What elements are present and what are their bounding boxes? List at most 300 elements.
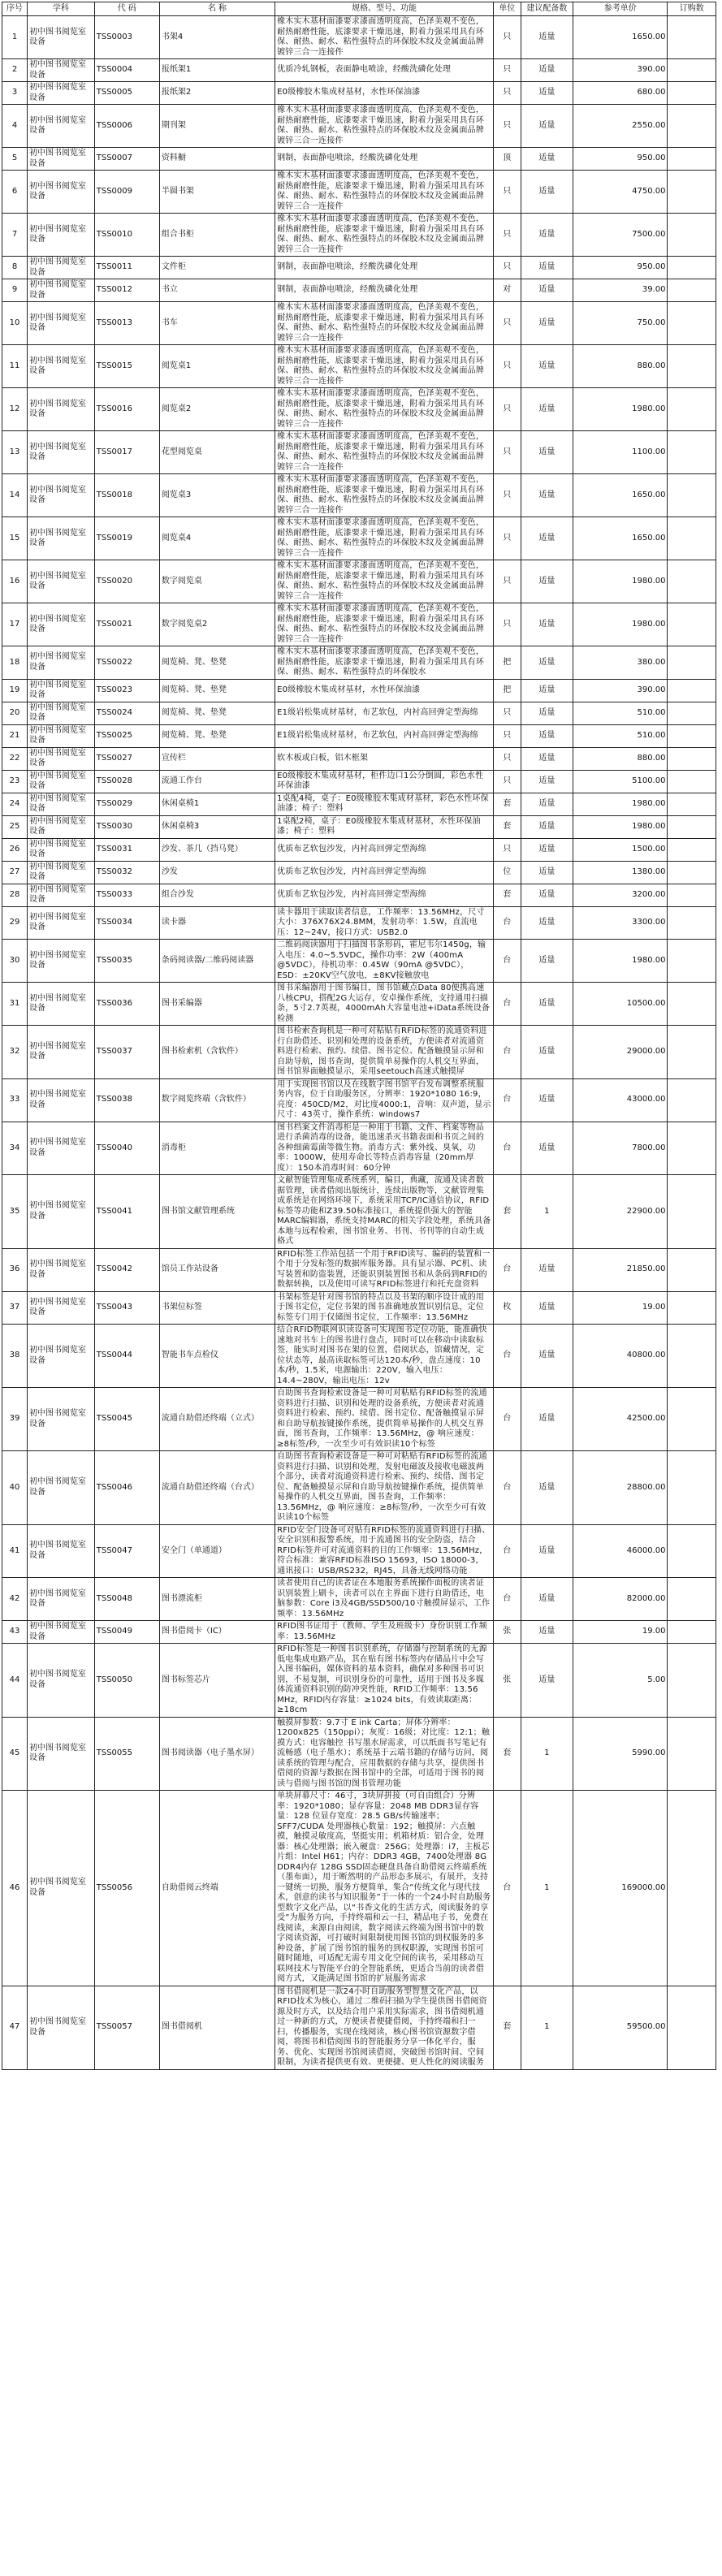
subject-cell: 初中图书阅览室设备: [28, 431, 95, 474]
unit-cell: 台: [493, 1325, 521, 1388]
unit-cell: 枚: [493, 1291, 521, 1325]
price-cell: 4750.00: [573, 171, 668, 214]
item-name-cell: 流通工作台: [159, 770, 275, 793]
price-cell: 5990.00: [573, 1717, 668, 1791]
spec-cell: 二维码阅读器用于扫描图书条形码，霍尼韦尔1450g，输入电压：4.0~5.5VDC，操作功率：2W（400mA @5VDC），待机功率：0.45W（90mA @5VDC），ESD：±20KV空气放电，±8KV接触放电: [275, 940, 494, 983]
table-row: [2, 388, 716, 431]
item-name-cell: 阅览桌4: [159, 517, 275, 560]
order-cell: [668, 906, 716, 940]
row-number: 30: [2, 940, 28, 983]
price-cell: 390.00: [573, 59, 668, 82]
quantity-cell: 适量: [521, 431, 573, 474]
spec-cell: 读卡器用于读取读者信息，工作频率：13.56MHz，尺寸大小：376X76X24.8MM，发射功率：1.5W，直流电压：12~24V，接口方式：USB2.0: [275, 906, 494, 940]
quantity-cell: 适量: [521, 388, 573, 431]
order-cell: [668, 770, 716, 793]
table-row: [2, 747, 716, 770]
item-name-cell: 智能书车点检仪: [159, 1325, 275, 1388]
order-cell: [668, 603, 716, 646]
code-cell: TSS0027: [94, 747, 159, 770]
code-cell: TSS0016: [94, 388, 159, 431]
order-cell: [668, 1325, 716, 1388]
table-row: [2, 1717, 716, 1791]
row-number: 22: [2, 747, 28, 770]
order-cell: [668, 82, 716, 105]
order-cell: [668, 105, 716, 148]
table-row: [2, 838, 716, 861]
row-number: 39: [2, 1388, 28, 1451]
subject-cell: 初中图书阅览室设备: [28, 770, 95, 793]
spec-cell: 优质冷轧钢板，表面静电喷涂，经酸洗磷化处理: [275, 59, 494, 82]
table-row: [2, 646, 716, 680]
price-cell: 39.00: [573, 279, 668, 302]
order-cell: [668, 983, 716, 1026]
quantity-cell: 适量: [521, 1122, 573, 1175]
spec-cell: 橡木实木基材面漆要求漆面透明度高，色泽美观不变色，耐热耐磨性能，底漆要求干燥迅速，附着力强采用具有环保、耐热、耐水、粘性强特点的环保胶木纹及金属面品牌镀锌三合一连接件: [275, 388, 494, 431]
header-subject: 学科: [28, 2, 95, 16]
row-number: 44: [2, 1644, 28, 1718]
row-number: 45: [2, 1717, 28, 1791]
quantity-cell: 1: [521, 1791, 573, 1986]
row-number: 5: [2, 148, 28, 171]
price-cell: 1980.00: [573, 815, 668, 838]
spec-cell: 图书检索查询机是一种可对粘贴有RFID标签的流通资料进行自助借还、识别和处理的设备系统，方便读者对流通资料进行检索、预约、续借、图书定位、配备触摸显示屏和自助导航，图书查询，提供简单易操作的人机交互界面，图书馆界面触摸显示，采用seetouch高速式触摸屏: [275, 1026, 494, 1079]
code-cell: TSS0056: [94, 1791, 159, 1986]
subject-cell: 初中图书阅览室设备: [28, 1026, 95, 1079]
order-cell: [668, 1791, 716, 1986]
spec-cell: 1桌配2椅，桌子：E0级橡胶木集成材基材，水性环保油漆；椅子：塑料: [275, 815, 494, 838]
subject-cell: 初中图书阅览室设备: [28, 793, 95, 815]
spec-cell: 软木板或白板，铝木框架: [275, 747, 494, 770]
item-name-cell: 休闲桌椅1: [159, 793, 275, 815]
order-cell: [668, 724, 716, 747]
unit-cell: 只: [493, 388, 521, 431]
quantity-cell: 适量: [521, 679, 573, 702]
code-cell: TSS0030: [94, 815, 159, 838]
subject-cell: 初中图书阅览室设备: [28, 171, 95, 214]
item-name-cell: 馆员工作站设备: [159, 1248, 275, 1291]
order-cell: [668, 257, 716, 279]
subject-cell: 初中图书阅览室设备: [28, 884, 95, 906]
subject-cell: 初中图书阅览室设备: [28, 1791, 95, 1986]
order-cell: [668, 1451, 716, 1525]
order-cell: [668, 474, 716, 517]
table-row: [2, 82, 716, 105]
quantity-cell: 适量: [521, 884, 573, 906]
item-name-cell: 图书阅读器（电子墨水屏）: [159, 1717, 275, 1791]
order-cell: [668, 1078, 716, 1122]
subject-cell: 初中图书阅览室设备: [28, 517, 95, 560]
order-cell: [668, 148, 716, 171]
unit-cell: 只: [493, 724, 521, 747]
spec-cell: 优质布艺软包沙发，内衬高回弹定型海绵: [275, 884, 494, 906]
unit-cell: 只: [493, 603, 521, 646]
row-number: 33: [2, 1078, 28, 1122]
item-name-cell: 花型阅览桌: [159, 431, 275, 474]
code-cell: TSS0055: [94, 1717, 159, 1791]
table-header: [2, 2, 716, 16]
unit-cell: 对: [493, 279, 521, 302]
unit-cell: 套: [493, 884, 521, 906]
item-name-cell: 阅览桌2: [159, 388, 275, 431]
code-cell: TSS0017: [94, 431, 159, 474]
table-row: [2, 1122, 716, 1175]
order-cell: [668, 560, 716, 603]
unit-cell: 只: [493, 16, 521, 59]
unit-cell: 台: [493, 906, 521, 940]
item-name-cell: 书架4: [159, 16, 275, 59]
order-cell: [668, 1621, 716, 1644]
item-name-cell: 流通自助借还终端（台式）: [159, 1451, 275, 1525]
unit-cell: 套: [493, 1175, 521, 1249]
spec-cell: 橡木实木基材面漆要求漆面透明度高，色泽美观不变色，耐热耐磨性能，底漆要求干燥迅速，附着力强采用具有环保、耐热、耐水、粘性强特点的环保胶水: [275, 646, 494, 680]
row-number: 36: [2, 1248, 28, 1291]
price-cell: 1650.00: [573, 16, 668, 59]
quantity-cell: 适量: [521, 105, 573, 148]
code-cell: TSS0010: [94, 214, 159, 257]
unit-cell: 只: [493, 517, 521, 560]
order-cell: [668, 1986, 716, 2069]
table-row: [2, 702, 716, 724]
table-row: [2, 940, 716, 983]
spec-cell: E0级橡胶木集成材基材，水性环保油漆: [275, 82, 494, 105]
item-name-cell: 自助借阅云终端: [159, 1791, 275, 1986]
price-cell: 42500.00: [573, 1388, 668, 1451]
unit-cell: 台: [493, 1026, 521, 1079]
price-cell: 380.00: [573, 646, 668, 680]
price-cell: 950.00: [573, 148, 668, 171]
row-number: 8: [2, 257, 28, 279]
order-cell: [668, 388, 716, 431]
subject-cell: 初中图书阅览室设备: [28, 1291, 95, 1325]
subject-cell: 初中图书阅览室设备: [28, 1078, 95, 1122]
quantity-cell: 适量: [521, 279, 573, 302]
unit-cell: 台: [493, 1791, 521, 1986]
item-name-cell: 数字阅览桌2: [159, 603, 275, 646]
item-name-cell: 读卡器: [159, 906, 275, 940]
code-cell: TSS0015: [94, 345, 159, 388]
item-name-cell: 阅览椅、凳、垫凳: [159, 702, 275, 724]
quantity-cell: 适量: [521, 838, 573, 861]
code-cell: TSS0004: [94, 59, 159, 82]
row-number: 6: [2, 171, 28, 214]
subject-cell: 初中图书阅览室设备: [28, 1986, 95, 2069]
price-cell: 1980.00: [573, 560, 668, 603]
item-name-cell: 图书借阅卡（IC）: [159, 1621, 275, 1644]
spec-cell: 橡木实木基材面漆要求漆面透明度高，色泽美观不变色，耐热耐磨性能，底漆要求干燥迅速，附着力强采用具有环保、耐热、耐水、粘性强特点的环保胶木纹及金属面品牌镀锌三合一连接件: [275, 603, 494, 646]
unit-cell: 只: [493, 474, 521, 517]
table-row: [2, 105, 716, 148]
unit-cell: 只: [493, 560, 521, 603]
code-cell: TSS0034: [94, 906, 159, 940]
code-cell: TSS0049: [94, 1621, 159, 1644]
price-cell: 40800.00: [573, 1325, 668, 1388]
unit-cell: 把: [493, 646, 521, 680]
subject-cell: 初中图书阅览室设备: [28, 214, 95, 257]
quantity-cell: 1: [521, 1986, 573, 2069]
price-cell: 2550.00: [573, 105, 668, 148]
subject-cell: 初中图书阅览室设备: [28, 105, 95, 148]
quantity-cell: 适量: [521, 603, 573, 646]
code-cell: TSS0012: [94, 279, 159, 302]
quantity-cell: 适量: [521, 747, 573, 770]
price-cell: 1980.00: [573, 793, 668, 815]
item-name-cell: 资料橱: [159, 148, 275, 171]
code-cell: TSS0045: [94, 1388, 159, 1451]
table-row: [2, 474, 716, 517]
subject-cell: 初中图书阅览室设备: [28, 302, 95, 345]
price-cell: 7800.00: [573, 1122, 668, 1175]
spec-cell: E1级岩松集成材基材，布艺软包，内衬高回弹定型海绵: [275, 724, 494, 747]
table-row: [2, 171, 716, 214]
item-name-cell: 阅览椅、凳、垫凳: [159, 724, 275, 747]
spec-cell: 钢制，表面静电喷涂，经酸洗磷化处理: [275, 148, 494, 171]
header-row: [2, 2, 716, 16]
item-name-cell: 阅览椅、凳、垫凳: [159, 646, 275, 680]
subject-cell: 初中图书阅览室设备: [28, 838, 95, 861]
row-number: 11: [2, 345, 28, 388]
subject-cell: 初中图书阅览室设备: [28, 861, 95, 884]
order-cell: [668, 679, 716, 702]
subject-cell: 初中图书阅览室设备: [28, 1717, 95, 1791]
code-cell: TSS0013: [94, 302, 159, 345]
unit-cell: 台: [493, 1078, 521, 1122]
quantity-cell: 适量: [521, 702, 573, 724]
quantity-cell: 适量: [521, 59, 573, 82]
item-name-cell: 阅览桌3: [159, 474, 275, 517]
order-cell: [668, 747, 716, 770]
item-name-cell: 报纸架2: [159, 82, 275, 105]
subject-cell: 初中图书阅览室设备: [28, 345, 95, 388]
row-number: 9: [2, 279, 28, 302]
unit-cell: 张: [493, 1644, 521, 1718]
item-name-cell: 报纸架1: [159, 59, 275, 82]
code-cell: TSS0023: [94, 679, 159, 702]
order-cell: [668, 884, 716, 906]
price-cell: 510.00: [573, 724, 668, 747]
quantity-cell: 适量: [521, 214, 573, 257]
subject-cell: 初中图书阅览室设备: [28, 646, 95, 680]
price-cell: 19.00: [573, 1621, 668, 1644]
order-cell: [668, 1291, 716, 1325]
spec-cell: 图书档案文件消毒柜是一种用于书籍、文件、档案等物品进行杀菌消毒的设备，能迅速杀灭书籍表面和书页之间的各种细菌霉菌等微生物。消毒方式：紫外线、臭氧，功率：1000W，使用寿命长等特点消毒容量（20mm厚度）：150本消毒时间：60分钟: [275, 1122, 494, 1175]
subject-cell: 初中图书阅览室设备: [28, 1621, 95, 1644]
order-cell: [668, 1388, 716, 1451]
table-row: [2, 1078, 716, 1122]
price-cell: 28800.00: [573, 1451, 668, 1525]
subject-cell: 初中图书阅览室设备: [28, 1644, 95, 1718]
item-name-cell: 数字阅览终端（含软件）: [159, 1078, 275, 1122]
spec-cell: E0级橡胶木集成材基材，柜件边口1公分倒圆，彩色水性环保油漆: [275, 770, 494, 793]
price-cell: 43000.00: [573, 1078, 668, 1122]
code-cell: TSS0011: [94, 257, 159, 279]
code-cell: TSS0047: [94, 1524, 159, 1578]
code-cell: TSS0018: [94, 474, 159, 517]
row-number: 20: [2, 702, 28, 724]
unit-cell: 位: [493, 861, 521, 884]
price-cell: 1500.00: [573, 838, 668, 861]
order-cell: [668, 1578, 716, 1621]
quantity-cell: 适量: [521, 257, 573, 279]
quantity-cell: 适量: [521, 560, 573, 603]
unit-cell: 只: [493, 257, 521, 279]
spec-cell: E1级岩松集成材基材，布艺软包，内衬高回弹定型海绵: [275, 702, 494, 724]
spec-cell: 橡木实木基材面漆要求漆面透明度高，色泽美观不变色，耐热耐磨性能，底漆要求干燥迅速，附着力强采用具有环保、耐热、耐水、粘性强特点的环保胶木纹及金属面品牌镀锌三合一连接件: [275, 345, 494, 388]
order-cell: [668, 793, 716, 815]
unit-cell: 台: [493, 940, 521, 983]
price-cell: 19.00: [573, 1291, 668, 1325]
subject-cell: 初中图书阅览室设备: [28, 388, 95, 431]
table-row: [2, 983, 716, 1026]
spec-cell: RFID安全门设备可对贴有RFID标签的流通资料进行扫描、安全识别和报警系统，用于流通图书的安全防盗，结合RFID标签并可对流通资料的目的工作频率：13.56MHz，符合标准：兼容RFID标准ISO 15693，ISO 18000-3，通讯接口：USB/RS232，RJ45，具备无线网络功能: [275, 1524, 494, 1578]
quantity-cell: 适量: [521, 1291, 573, 1325]
unit-cell: 张: [493, 1621, 521, 1644]
spec-cell: 橡木实木基材面漆要求漆面透明度高，色泽美观不变色，耐热耐磨性能，底漆要求干燥迅速，附着力强采用具有环保、耐热、耐水、粘性强特点的环保胶木纹及金属面品牌镀锌三合一连接件: [275, 171, 494, 214]
item-name-cell: 图书标签芯片: [159, 1644, 275, 1718]
order-cell: [668, 59, 716, 82]
spec-cell: RFID图书证用于（教师、学生及班级卡）身份识别工作频率：13.56MHz: [275, 1621, 494, 1644]
header-code: 代 码: [94, 2, 159, 16]
item-name-cell: 图书检索机（含软件）: [159, 1026, 275, 1079]
row-number: 40: [2, 1451, 28, 1525]
row-number: 10: [2, 302, 28, 345]
subject-cell: 初中图书阅览室设备: [28, 724, 95, 747]
unit-cell: 台: [493, 1122, 521, 1175]
table-row: [2, 679, 716, 702]
table-row: [2, 345, 716, 388]
code-cell: TSS0038: [94, 1078, 159, 1122]
table-body: [2, 16, 716, 2070]
code-cell: TSS0033: [94, 884, 159, 906]
unit-cell: 只: [493, 105, 521, 148]
table-row: [2, 257, 716, 279]
quantity-cell: 适量: [521, 1451, 573, 1525]
spec-cell: 结合RFID物联网识读设备可实现图书定位功能，能准确快速地对书车上的图书进行盘点，同时可以在移动中读取标签，能实时对图书在架的位置，借阅状态，馆藏情况，定位状态等，最高读取标签可达120本/秒，盘点速度：10本/秒，1.5米，电源输出：220V，输入电压：14.4~280V，输出电压：12v: [275, 1325, 494, 1388]
quantity-cell: 适量: [521, 906, 573, 940]
price-cell: 7500.00: [573, 214, 668, 257]
row-number: 32: [2, 1026, 28, 1079]
item-name-cell: 书车: [159, 302, 275, 345]
row-number: 46: [2, 1791, 28, 1986]
spec-cell: RFID标签工作站包括一个用于RFID读写、编码的装置和一个用于分发标签的数据库服务器。具有显示器、PC机、读写装置和防盗装置，还能识别装置图书和从条码到RFID的数据转换，以及使用可读写RFID标签进行和托充盘资料: [275, 1248, 494, 1291]
table-row: [2, 431, 716, 474]
item-name-cell: 沙发、茶几（挡马凳）: [159, 838, 275, 861]
price-cell: 46000.00: [573, 1524, 668, 1578]
spec-cell: 橡木实木基材面漆要求漆面透明度高，色泽美观不变色，耐热耐磨性能，底漆要求干燥迅速，附着力强采用具有环保、耐热、耐水、粘性强特点的环保胶木纹及金属面品牌镀锌三合一连接件: [275, 560, 494, 603]
unit-cell: 台: [493, 1451, 521, 1525]
code-cell: TSS0029: [94, 793, 159, 815]
table-row: [2, 884, 716, 906]
order-cell: [668, 815, 716, 838]
unit-cell: 把: [493, 679, 521, 702]
row-number: 35: [2, 1175, 28, 1249]
row-number: 3: [2, 82, 28, 105]
code-cell: TSS0003: [94, 16, 159, 59]
unit-cell: 只: [493, 82, 521, 105]
table-row: [2, 1791, 716, 1986]
order-cell: [668, 838, 716, 861]
code-cell: TSS0005: [94, 82, 159, 105]
price-cell: 750.00: [573, 302, 668, 345]
quantity-cell: 适量: [521, 1078, 573, 1122]
unit-cell: 台: [493, 1388, 521, 1451]
row-number: 12: [2, 388, 28, 431]
code-cell: TSS0020: [94, 560, 159, 603]
code-cell: TSS0035: [94, 940, 159, 983]
equipment-table: [2, 2, 716, 2070]
row-number: 37: [2, 1291, 28, 1325]
order-cell: [668, 16, 716, 59]
item-name-cell: 组合沙发: [159, 884, 275, 906]
table-row: [2, 16, 716, 59]
spec-cell: 橡木实木基材面漆要求漆面透明度高，色泽美观不变色，耐热耐磨性能，底漆要求干燥迅速，附着力强采用具有环保、耐热、耐水、粘性强特点的环保胶木纹及金属面品牌镀锌三合一连接件: [275, 214, 494, 257]
subject-cell: 初中图书阅览室设备: [28, 257, 95, 279]
unit-cell: 只: [493, 747, 521, 770]
item-name-cell: 图书采编器: [159, 983, 275, 1026]
price-cell: 1650.00: [573, 517, 668, 560]
subject-cell: 初中图书阅览室设备: [28, 1325, 95, 1388]
order-cell: [668, 1524, 716, 1578]
table-row: [2, 815, 716, 838]
order-cell: [668, 279, 716, 302]
subject-cell: 初中图书阅览室设备: [28, 560, 95, 603]
price-cell: 950.00: [573, 257, 668, 279]
spec-cell: 图书采编器用于图书编目，图书馆藏点Data 80便携高速八核CPU，搭配2G大运存，安卓操作系统，支持通用扫描条，5寸2.7英视，4000mAh大容量电池+iData系统设备检测: [275, 983, 494, 1026]
table-row: [2, 1621, 716, 1644]
order-cell: [668, 1026, 716, 1079]
price-cell: 1980.00: [573, 388, 668, 431]
table-row: [2, 1248, 716, 1291]
subject-cell: 初中图书阅览室设备: [28, 702, 95, 724]
item-name-cell: 文件柜: [159, 257, 275, 279]
code-cell: TSS0040: [94, 1122, 159, 1175]
code-cell: TSS0037: [94, 1026, 159, 1079]
header-spec: 规格、型号、功能: [275, 2, 494, 16]
subject-cell: 初中图书阅览室设备: [28, 82, 95, 105]
item-name-cell: 消毒柜: [159, 1122, 275, 1175]
quantity-cell: 适量: [521, 940, 573, 983]
header-price: 参考单价: [573, 2, 668, 16]
spec-cell: 1桌配4椅，桌子：E0级橡胶木集成材基材，彩色水性环保油漆；椅子：塑料: [275, 793, 494, 815]
quantity-cell: 适量: [521, 474, 573, 517]
spec-cell: 读者使用自己的读者证在本地服务系统操作面板的读者证识别装置上刷卡，读者可以在主界面下进行自助借还，电脑参数：Core i3及4GB/SSD500/10寸触摸屏显示，工作频率：13.56MHz: [275, 1578, 494, 1621]
table-row: [2, 906, 716, 940]
table-row: [2, 793, 716, 815]
row-number: 4: [2, 105, 28, 148]
code-cell: TSS0057: [94, 1986, 159, 2069]
item-name-cell: 图书馆文献管理系统: [159, 1175, 275, 1249]
unit-cell: 套: [493, 793, 521, 815]
spec-cell: 触摸屏参数：9.7寸 E ink Carta；屏体分辨率：1200x825（150ppi）；灰度：16级；对比度：12:1；触摸方式：电容触控 书写墨水屏需求，可以纸面书写笔记有流畅感（电子墨水）；系统基于云端书籍的存储与访问，阅读系统的管理与配合，应用数据的存储与共享，提供图书借阅的资源与数据在图书馆中的全部，可适用于图书的阅读与借阅与图书馆的图书管理功能: [275, 1717, 494, 1791]
row-number: 38: [2, 1325, 28, 1388]
quantity-cell: 1: [521, 1717, 573, 1791]
price-cell: 5.00: [573, 1644, 668, 1718]
table-row: [2, 861, 716, 884]
subject-cell: 初中图书阅览室设备: [28, 1578, 95, 1621]
subject-cell: 初中图书阅览室设备: [28, 940, 95, 983]
header-no: 序号: [2, 2, 28, 16]
code-cell: TSS0006: [94, 105, 159, 148]
quantity-cell: 适量: [521, 1388, 573, 1451]
unit-cell: 只: [493, 770, 521, 793]
item-name-cell: 图书漂流柜: [159, 1578, 275, 1621]
subject-cell: 初中图书阅览室设备: [28, 1524, 95, 1578]
spec-cell: 用于实现图书馆以及在线数字图书馆平台发布调整系统服务内容，位于自助服务区，分辨率：1920*1080 16:9，亮度：450CD/M2，对比度4000:1，音响：双声道，显示尺寸：43英寸，操作系统：windows7: [275, 1078, 494, 1122]
row-number: 16: [2, 560, 28, 603]
order-cell: [668, 861, 716, 884]
quantity-cell: 适量: [521, 1621, 573, 1644]
row-number: 26: [2, 838, 28, 861]
subject-cell: 初中图书阅览室设备: [28, 983, 95, 1026]
